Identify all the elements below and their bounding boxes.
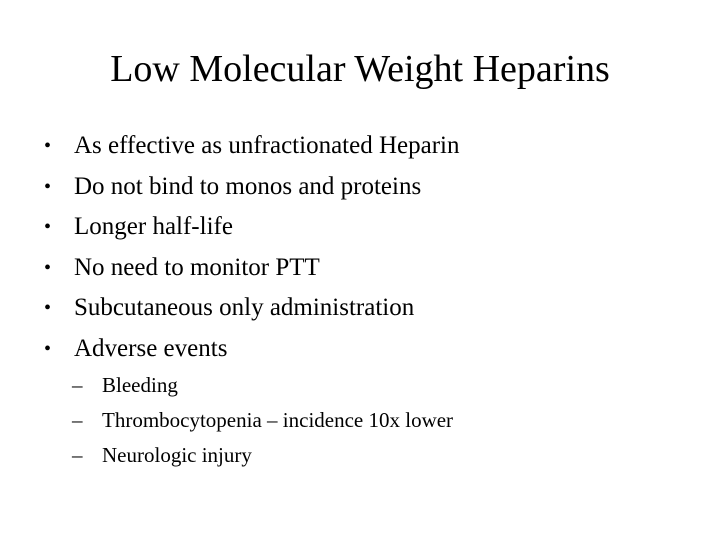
bullet-text: Do not bind to monos and proteins <box>74 172 422 200</box>
slide-title: Low Molecular Weight Heparins <box>110 48 610 90</box>
sub-bullet-text: Neurologic injury <box>102 443 252 467</box>
bullet-text: Adverse events <box>74 334 228 362</box>
bullet-text: Subcutaneous only administration <box>74 294 415 321</box>
bullet-marker: • <box>44 216 52 238</box>
sub-bullet-marker: – <box>72 408 83 432</box>
bullet-text: Longer half-life <box>74 213 233 240</box>
sub-bullet-marker: – <box>72 443 83 467</box>
sub-bullet-text: Thrombocytopenia – incidence 10x lower <box>102 408 454 432</box>
bullet-marker: • <box>44 175 52 198</box>
bullet-marker: • <box>44 135 52 157</box>
bullet-marker: • <box>44 256 52 279</box>
bullet-text: As effective as unfractionated Heparin <box>74 132 460 159</box>
bullet-marker: • <box>44 297 52 319</box>
bullet-text: No need to monitor PTT <box>74 253 320 281</box>
sub-bullet-text: Bleeding <box>102 373 178 397</box>
sub-bullet-marker: – <box>72 373 83 397</box>
bullet-marker: • <box>44 337 52 360</box>
